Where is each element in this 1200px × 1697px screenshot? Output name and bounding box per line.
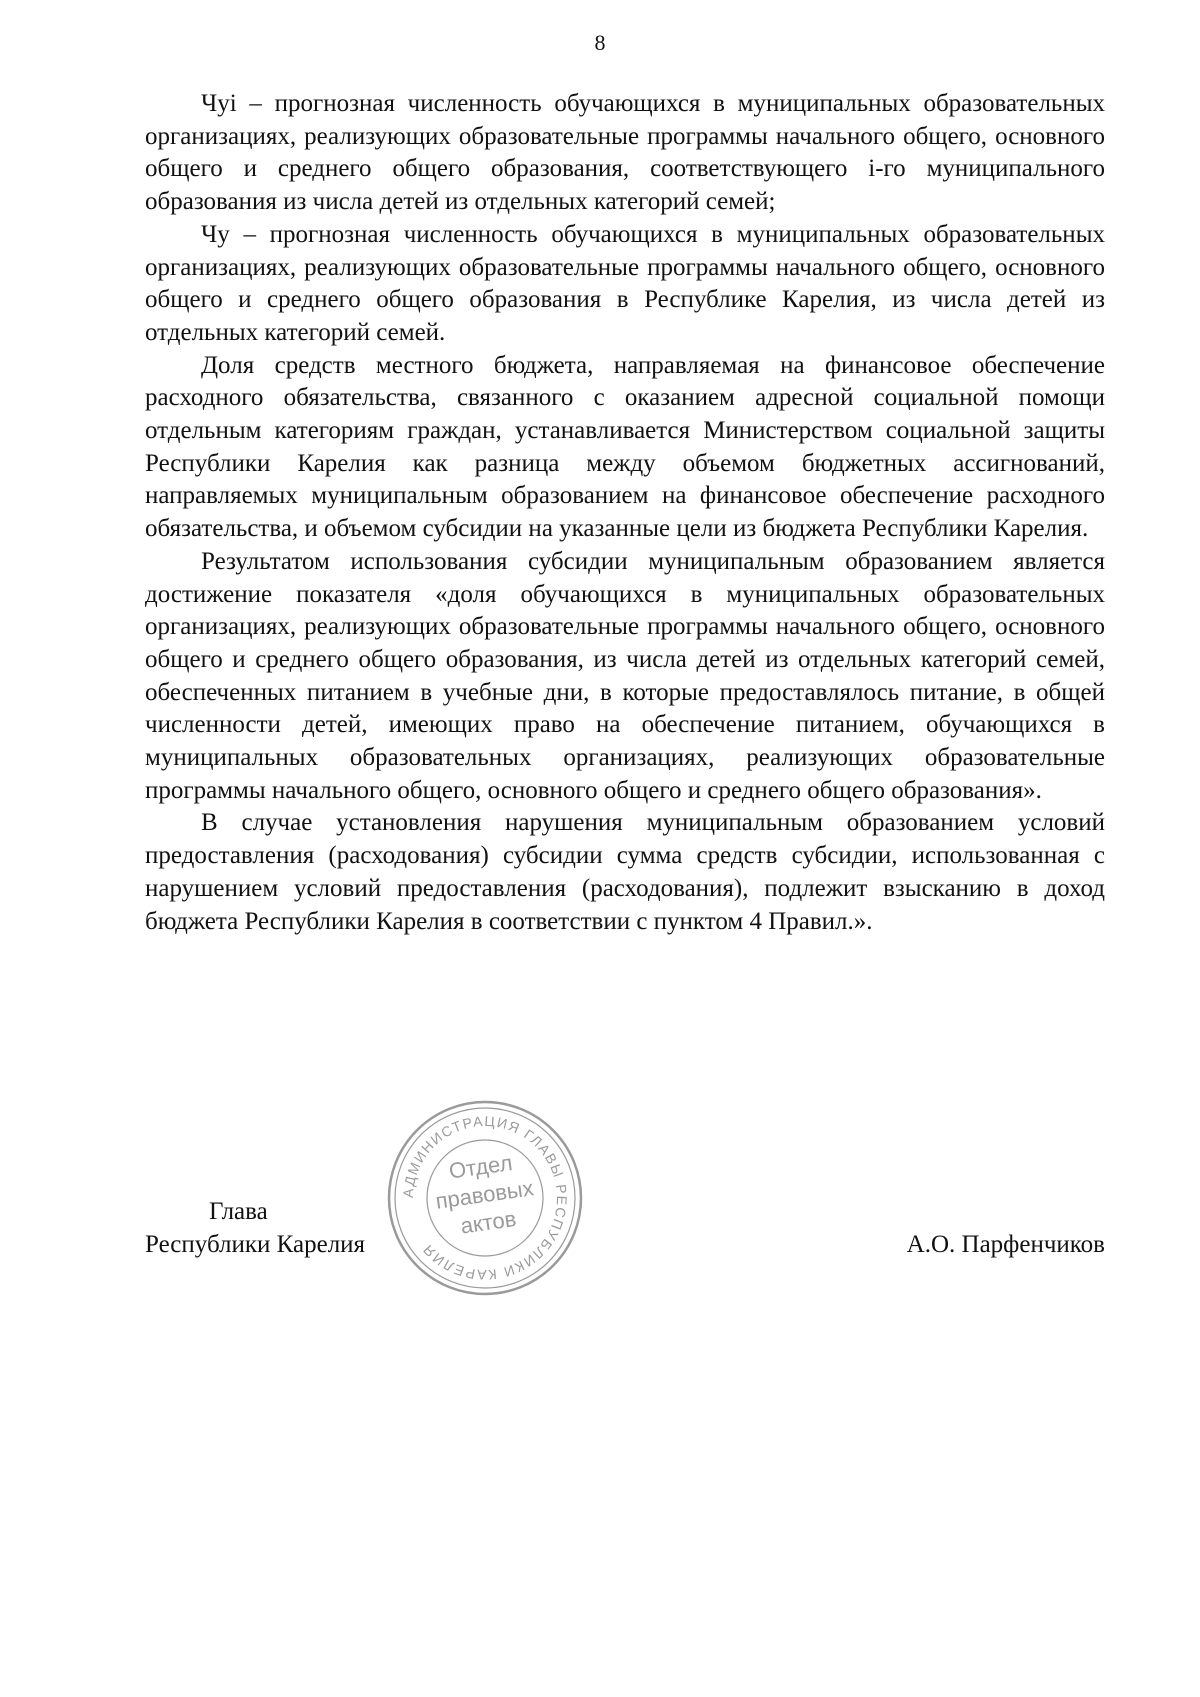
signatory-name: А.О. Парфенчиков <box>906 1231 1105 1258</box>
stamp-ring-text: АДМИНИСТРАЦИЯ ГЛАВЫ РЕСПУБЛИКИ КАРЕЛИЯ <box>399 1112 571 1284</box>
paragraph: Чу – прогнозная численность обучающихся в муниципальных образовательных организациях, реализующих образовательные программы начального общего, основного общего и среднего общего образования в Республике Карелия, из числа детей из отдельных категорий семей. <box>145 220 1105 346</box>
document-body <box>145 88 1105 938</box>
stamp-center-line: актов <box>459 1205 518 1239</box>
paragraph: Доля средств местного бюджета, направляемая на финансовое обеспечение расходного обязательства, связанного с оказанием адресной социальной помощи отдельным категориям граждан, устанавливается Министерством социальной защиты Республики Карелия как разница между объемом бюджетных ассигнований, направляемых муниципальным образованием на финансовое обеспечение расходного обязательства, и объемом субсидии на указанные цели из бюджета Республики Карелия. <box>145 351 1105 543</box>
signatory-position-region: Республики Карелия <box>145 1231 366 1258</box>
stamp-center-line: правовых <box>433 1175 536 1214</box>
signatory-position: Глава <box>209 1198 268 1225</box>
paragraph: Результатом использования субсидии муниципальным образованием является достижение показателя «доля обучающихся в муниципальных образовательных организациях, реализующих образовательные программы начального общего, основного общего и среднего общего образования, из числа детей из отдельных категорий семей, обеспеченных питанием в учебные дни, в которые предоставлялось питание, в общей численности детей, имеющих право на обеспечение питанием, обучающихся в муниципальных образовательных организациях, реализующих образовательные программы начального общего, основного общего и среднего общего образования». <box>145 547 1105 804</box>
official-stamp <box>385 1098 585 1298</box>
stamp-center-line: Отдел <box>447 1149 514 1184</box>
page-number: 8 <box>594 30 606 55</box>
paragraph: Чуi – прогнозная численность обучающихся в муниципальных образовательных организациях, реализующих образовательные программы начального общего, основного общего и среднего общего образования, соответствующего i-го муниципального образования из числа детей из отдельных категорий семей; <box>145 90 1105 216</box>
paragraph: В случае установления нарушения муниципальным образованием условий предоставления (расходования) субсидии сумма средств субсидии, использованная с нарушением условий предоставления (расходования), подлежит взысканию в доход бюджета Республики Карелия в соответствии с пунктом 4 Правил.». <box>145 809 1105 935</box>
